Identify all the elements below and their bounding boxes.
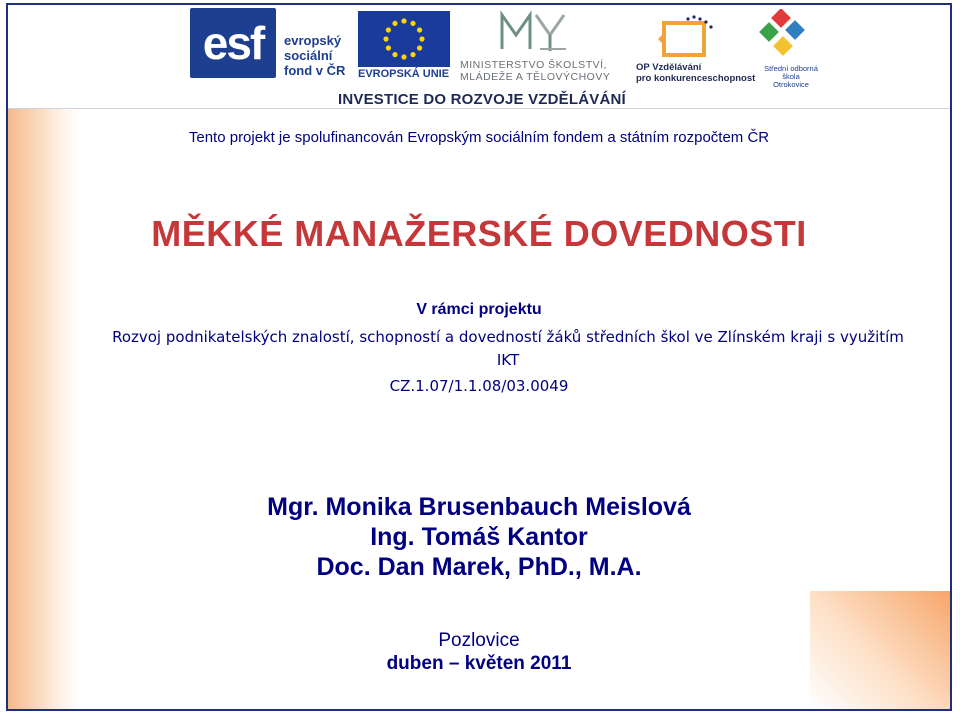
funding-statement: Tento projekt je spolufinancován Evropským sociálním fondem a státním rozpočtem ČR bbox=[188, 129, 770, 146]
esf-line-2: sociální bbox=[284, 48, 333, 63]
msmt-line-1: MINISTERSTVO ŠKOLSTVÍ, bbox=[460, 59, 607, 71]
author-3: Doc. Dan Marek, PhD., M.A. bbox=[316, 553, 642, 581]
esf-line-3: fond v ČR bbox=[284, 63, 346, 78]
school-line-1: Střední odborná škola bbox=[764, 64, 818, 81]
slide-content bbox=[8, 5, 950, 709]
place: Pozlovice bbox=[438, 630, 520, 651]
opvk-line-2: pro konkurenceschopnost bbox=[636, 73, 756, 84]
msmt-line-2: MLÁDEŽE A TĚLOVÝCHOVY bbox=[460, 71, 611, 83]
date: duben – květen 2011 bbox=[386, 653, 572, 674]
project-intro: V rámci projektu bbox=[416, 301, 542, 318]
page-title: MĚKKÉ MANAŽERSKÉ DOVEDNOSTI bbox=[151, 213, 807, 254]
author-1: Mgr. Monika Brusenbauch Meislová bbox=[267, 493, 691, 521]
school-line-2: Otrokovice bbox=[773, 80, 809, 89]
slide bbox=[6, 3, 952, 711]
opvk-line-1: OP Vzdělávání bbox=[636, 62, 702, 73]
author-2: Ing. Tomáš Kantor bbox=[370, 523, 588, 551]
authors-list bbox=[8, 492, 950, 582]
esf-logo: esf bbox=[190, 8, 276, 78]
esf-line-1: evropský bbox=[284, 33, 342, 48]
investice-tagline: INVESTICE DO ROZVOJE VZDĚLÁVÁNÍ bbox=[338, 91, 626, 108]
project-code: CZ.1.07/1.1.08/03.0049 bbox=[389, 377, 569, 395]
project-name: Rozvoj podnikatelských znalostí, schopností a dovedností žáků středních škol ve Zlínském kraji s využitím IKT bbox=[112, 328, 904, 369]
eu-label: EVROPSKÁ UNIE bbox=[358, 68, 450, 80]
